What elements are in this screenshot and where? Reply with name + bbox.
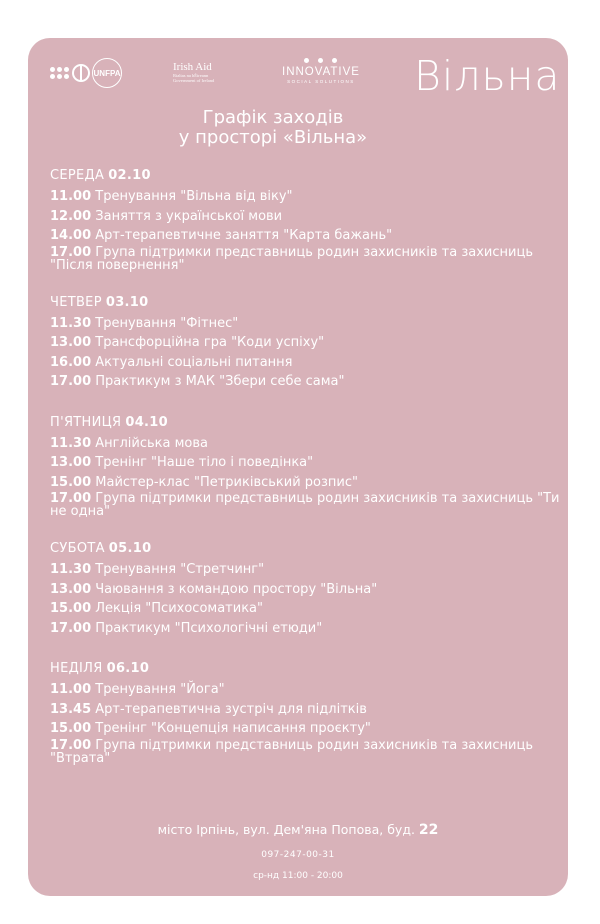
event-item <box>50 207 568 227</box>
undp-dots-icon <box>50 67 69 79</box>
day-date: 05.10 <box>108 541 152 556</box>
event-time: 17.00 <box>50 491 92 506</box>
event-item <box>50 580 568 600</box>
day-date: 06.10 <box>106 661 150 676</box>
day-heading <box>50 413 568 433</box>
day-name: ЧЕТВЕР <box>50 294 102 310</box>
innovative-logo <box>282 58 360 84</box>
event-time: 16.00 <box>50 354 92 370</box>
event-title: Тренінг "Наше тіло і поведінка" <box>95 455 314 470</box>
event-title: Арт-терапевтична зустріч для підлітків <box>95 701 367 717</box>
logo-strip <box>28 38 568 118</box>
event-time: 11.30 <box>50 435 92 451</box>
event-title: Група підтримки представниць родин захисників та захисниць "Після повернення" <box>50 244 533 273</box>
irish-aid-logo <box>173 62 214 84</box>
page-title <box>28 108 518 148</box>
unfpa-mark: UNFPA <box>92 58 122 88</box>
day-name: НЕДІЛЯ <box>50 661 103 676</box>
day-heading <box>50 539 568 559</box>
event-title: Практикум з МАК "Збери себе сама" <box>95 374 345 389</box>
event-title: Тренування "Фітнес" <box>95 315 239 331</box>
footer <box>28 822 568 881</box>
event-title: Заняття з української мови <box>95 208 283 224</box>
day-name: СЕРЕДА <box>50 168 105 183</box>
vilna-logo: Вільна <box>414 52 561 100</box>
event-title: Майстер-клас "Петриківський розпис" <box>95 474 359 490</box>
opening-hours: ср-нд 11:00 - 20:00 <box>253 871 343 881</box>
event-title: Трансфорційна гра "Коди успіху" <box>95 335 325 350</box>
event-item <box>50 473 568 493</box>
day-block <box>50 166 568 272</box>
title-line-1: Графік заходів <box>202 107 344 128</box>
event-time: 15.00 <box>50 721 92 736</box>
event-item <box>50 680 568 700</box>
event-time: 11.00 <box>50 682 92 697</box>
event-item <box>50 333 568 353</box>
event-title: Група підтримки представниць родин захисників та захисниць "Втрата" <box>50 737 533 766</box>
event-time: 11.00 <box>50 189 92 204</box>
address-house: 22 <box>418 822 439 838</box>
day-block <box>50 413 568 519</box>
event-title: Тренінг "Концепція написання проєкту" <box>95 721 371 736</box>
event-time: 13.00 <box>50 335 92 350</box>
day-block <box>50 293 568 392</box>
event-item <box>50 599 568 619</box>
event-item <box>50 353 568 373</box>
event-title: Практикум "Психологічні етюди" <box>95 620 323 636</box>
event-time: 15.00 <box>50 474 92 490</box>
event-time: 13.00 <box>50 581 92 597</box>
innovative-sub: SOCIAL SOLUTIONS <box>287 79 355 84</box>
event-time: 12.00 <box>50 208 92 224</box>
event-title: Група підтримки представниць родин захисників та захисниць "Ти не одна" <box>50 491 560 519</box>
event-item <box>50 719 568 739</box>
event-item <box>50 700 568 720</box>
day-block <box>50 539 568 638</box>
innovative-name: INNOVATIVE <box>282 66 360 78</box>
event-time: 17.00 <box>50 244 92 260</box>
event-time: 11.30 <box>50 562 92 577</box>
day-date: 04.10 <box>125 414 168 430</box>
event-item <box>50 453 568 473</box>
day-heading <box>50 659 568 679</box>
event-item <box>50 372 568 392</box>
event-title: Тренування "Вільна від віку" <box>95 189 293 204</box>
event-title: Тренування "Йога" <box>95 682 225 697</box>
event-title: Чаювання з командою простору "Вільна" <box>95 581 378 597</box>
event-item <box>50 492 568 518</box>
event-time: 13.00 <box>50 455 92 470</box>
address-text: місто Ірпінь, вул. Дем'яна Попова, буд. <box>157 822 415 837</box>
event-item <box>50 226 568 246</box>
event-time: 14.00 <box>50 228 92 243</box>
irish-aid-name: Irish Aid <box>173 61 212 73</box>
event-item <box>50 739 568 765</box>
innovative-dots-icon <box>282 58 360 63</box>
event-title: Актуальні соціальні питання <box>95 354 293 370</box>
event-item <box>50 619 568 639</box>
day-date: 03.10 <box>105 294 149 310</box>
event-item <box>50 560 568 580</box>
phone-number: 097-247-00-31 <box>261 850 335 860</box>
poster-card <box>28 38 568 896</box>
event-item <box>50 434 568 454</box>
schedule <box>50 166 568 786</box>
day-heading <box>50 166 568 186</box>
event-item <box>50 187 568 207</box>
event-time: 15.00 <box>50 601 92 616</box>
irish-aid-line2: Government of Ireland <box>173 78 215 84</box>
event-time: 17.00 <box>50 620 92 636</box>
day-heading <box>50 293 568 313</box>
event-time: 17.00 <box>50 737 92 753</box>
day-date: 02.10 <box>108 168 151 183</box>
un-globe-icon <box>72 64 90 82</box>
day-name: П'ЯТНИЦЯ <box>50 414 122 430</box>
event-title: Лекція "Психосоматика" <box>95 601 263 616</box>
event-item <box>50 246 568 272</box>
irish-aid-line1: Rialtas na hÉireann <box>173 73 209 78</box>
event-title: Англійська мова <box>95 435 209 451</box>
unfpa-logo <box>50 58 122 88</box>
event-item <box>50 314 568 334</box>
event-time: 11.30 <box>50 315 92 331</box>
address <box>28 822 568 838</box>
event-title: Арт-терапевтичне заняття "Карта бажань" <box>95 228 393 243</box>
event-time: 17.00 <box>50 374 92 389</box>
title-line-2: у просторі «Вільна» <box>178 127 368 148</box>
event-title: Тренування "Стретчинг" <box>95 562 265 577</box>
day-name: СУБОТА <box>50 541 105 556</box>
day-block <box>50 659 568 765</box>
event-time: 13.45 <box>50 701 92 717</box>
